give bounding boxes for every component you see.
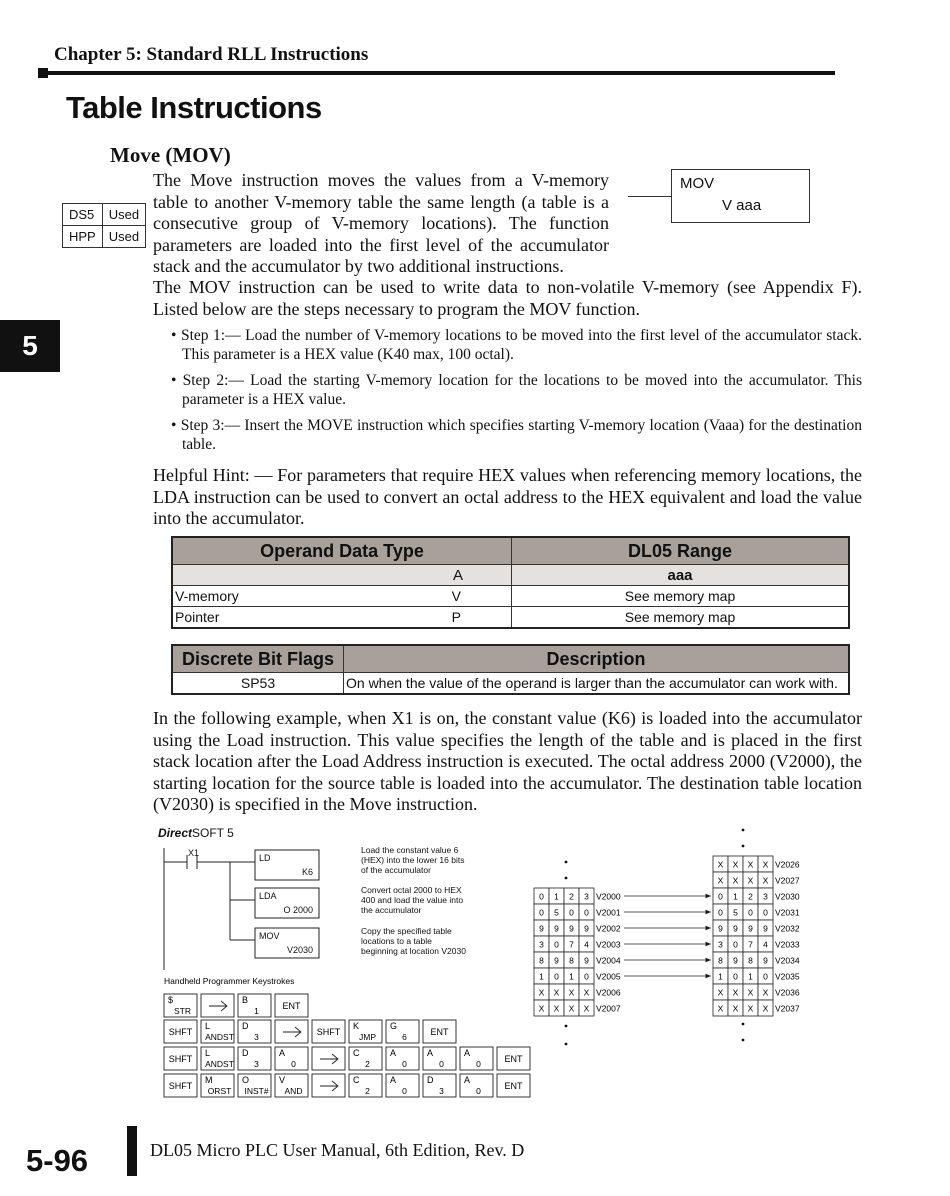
dest-table-address: V2027	[775, 875, 800, 886]
rung-comment: of the accumulator	[361, 865, 431, 875]
key-bottom-label: 0	[402, 1086, 407, 1096]
dest-table-digit: 0	[718, 891, 723, 902]
directsoft-title-italic: Direct	[158, 826, 193, 840]
ellipsis-dot	[742, 1039, 745, 1042]
dest-table-digit: X	[762, 859, 769, 870]
dest-table-digit: 7	[748, 939, 753, 950]
dest-table-digit: X	[732, 1003, 739, 1014]
source-table-digit: X	[553, 987, 560, 998]
dest-table-address: V2031	[775, 907, 800, 918]
source-table-digit: 9	[569, 923, 574, 934]
flag-description: On when the value of the operand is larger than the accumulator can work with.	[344, 673, 850, 695]
key-bottom-label: JMP	[359, 1032, 376, 1042]
operand-type: V-memory	[175, 588, 239, 604]
key-top-label: O	[242, 1075, 250, 1085]
contact-label: X1	[188, 848, 200, 858]
chapter-header: Chapter 5: Standard RLL Instructions	[54, 44, 369, 65]
operand-header-type: Operand Data Type	[172, 537, 512, 565]
dest-table-digit: 8	[718, 955, 723, 966]
source-table-digit: 9	[554, 955, 559, 966]
flag-header: Discrete Bit Flags	[172, 645, 344, 673]
key-bottom-label: STR	[174, 1006, 191, 1016]
rung-comment: Convert octal 2000 to HEX	[361, 885, 462, 895]
source-table-digit: 1	[539, 971, 544, 982]
key-top-label: A	[464, 1075, 471, 1085]
source-table-digit: X	[553, 1003, 560, 1014]
instruction-operand: O 2000	[283, 905, 313, 915]
key-top-label: A	[279, 1048, 286, 1058]
ellipsis-dot	[565, 861, 568, 864]
source-table-digit: 8	[539, 955, 544, 966]
keystroke-key	[201, 994, 234, 1017]
source-table-address: V2001	[596, 907, 621, 918]
rung-comment: Copy the specified table	[361, 926, 452, 936]
page-number: 5-96	[26, 1143, 89, 1178]
ellipsis-dot	[565, 877, 568, 880]
footer-title: DL05 Micro PLC User Manual, 6th Edition, Rev. D	[150, 1140, 525, 1160]
key-top-label: V	[279, 1075, 286, 1085]
dest-table-address: V2032	[775, 923, 800, 934]
source-table-digit: 0	[554, 971, 559, 982]
key-bottom-label: 2	[365, 1086, 370, 1096]
source-table-digit: 0	[539, 891, 544, 902]
key-bottom-label: ANDST	[205, 1059, 234, 1069]
source-table-digit: 0	[584, 907, 589, 918]
source-table-address: V2006	[596, 987, 621, 998]
dest-table-digit: 9	[733, 923, 738, 934]
operand-type: Pointer	[175, 609, 220, 625]
usage-device: DS5	[63, 204, 103, 226]
key-top-label: $	[168, 995, 174, 1005]
key-top-label: B	[242, 995, 249, 1005]
dest-table-digit: X	[747, 987, 754, 998]
rung-comment: beginning at location V2030	[361, 946, 466, 956]
flag-description-header: Description	[344, 645, 850, 673]
key-bottom-label: 3	[254, 1059, 259, 1069]
key-label: ENT	[504, 1054, 523, 1064]
dest-table-digit: 1	[748, 971, 753, 982]
key-top-label: L	[205, 1021, 211, 1031]
source-table-digit: 0	[569, 907, 574, 918]
dest-table-address: V2034	[775, 955, 800, 966]
key-bottom-label: INST#	[244, 1086, 269, 1096]
instruction-name: LDA	[259, 891, 277, 901]
dest-table-digit: 9	[733, 955, 738, 966]
source-table-digit: 8	[569, 955, 574, 966]
source-table-digit: 5	[554, 907, 559, 918]
dest-table-digit: 0	[733, 939, 738, 950]
source-table-digit: 9	[584, 955, 589, 966]
source-table-digit: X	[568, 987, 575, 998]
instruction-name: LD	[259, 853, 271, 863]
dest-table-digit: X	[732, 987, 739, 998]
dest-table-address: V2026	[775, 859, 800, 870]
key-label: ENT	[282, 1001, 301, 1011]
flag-name: SP53	[172, 673, 344, 695]
intro-paragraph: The Move instruction moves the values from a V-memory table to another V-memory table the same length (a table is a consecutive group of V-memory locations). The function parameters are loaded into the first level of the accumulator stack and the accumulator by two additional instructions.	[153, 170, 609, 276]
key-bottom-label: 0	[402, 1059, 407, 1069]
key-top-label: A	[464, 1048, 471, 1058]
source-table-digit: 9	[584, 923, 589, 934]
helpful-hint: Helpful Hint: — For parameters that require HEX values when referencing memory locations, the LDA instruction can be used to convert an octal address to the HEX equivalent and load the value into the accumulator.	[153, 465, 862, 528]
key-bottom-label: 6	[402, 1032, 407, 1042]
dest-table-digit: X	[717, 875, 724, 886]
key-top-label: C	[353, 1075, 360, 1085]
dest-table-address: V2036	[775, 987, 800, 998]
rung-comment: (HEX) into the lower 16 bits	[361, 855, 465, 865]
dest-table-digit: 9	[763, 923, 768, 934]
source-table-digit: 2	[569, 891, 574, 902]
rung-comment: 400 and load the value into	[361, 895, 464, 905]
key-bottom-label: 0	[476, 1086, 481, 1096]
key-label: SHFT	[168, 1027, 193, 1037]
source-table-address: V2004	[596, 955, 621, 966]
source-table-digit: 1	[554, 891, 559, 902]
source-table-digit: 7	[569, 939, 574, 950]
key-top-label: A	[427, 1048, 434, 1058]
source-table-digit: 9	[539, 923, 544, 934]
source-table-digit: 1	[569, 971, 574, 982]
dest-table-digit: X	[747, 859, 754, 870]
operand-sub-aaa: aaa	[512, 565, 850, 586]
source-table-digit: X	[538, 1003, 545, 1014]
ellipsis-dot	[565, 1043, 568, 1046]
source-table-address: V2007	[596, 1003, 621, 1014]
key-bottom-label: ANDST	[205, 1032, 234, 1042]
source-table-digit: 9	[554, 923, 559, 934]
key-bottom-label: 1	[254, 1006, 259, 1016]
dest-table-digit: 1	[733, 891, 738, 902]
key-top-label: L	[205, 1048, 211, 1058]
dest-table-digit: 9	[748, 923, 753, 934]
key-top-label: D	[242, 1048, 249, 1058]
step-item: • Step 3:— Insert the MOVE instruction which specifies starting V-memory location (Vaaa) for the destination table.	[171, 417, 862, 453]
key-label: SHFT	[168, 1054, 193, 1064]
source-table-digit: 0	[554, 939, 559, 950]
dest-table-digit: 8	[748, 955, 753, 966]
keystroke-key	[312, 1074, 345, 1097]
dest-table-digit: 5	[733, 907, 738, 918]
key-bottom-label: 3	[439, 1086, 444, 1096]
dest-table-digit: X	[717, 859, 724, 870]
key-bottom-label: ORST	[207, 1086, 232, 1096]
example-paragraph: In the following example, when X1 is on, the constant value (K6) is loaded into the accumulator using the Load instruction. This value specifies the length of the table and is placed in the first stack location after the Load Address instruction is executed. The octal address 2000 (V2000), the starting location for the source table is loaded into the accumulator. The destination table location (V2030) is specified in the Move instruction.	[153, 708, 862, 814]
source-table-digit: 3	[539, 939, 544, 950]
key-bottom-label: 3	[254, 1032, 259, 1042]
keystroke-key	[275, 1020, 308, 1043]
operand-code: P	[451, 609, 461, 625]
dest-table-digit: X	[762, 875, 769, 886]
operand-header-range: DL05 Range	[512, 537, 850, 565]
instruction-operand: K6	[301, 867, 313, 877]
key-top-label: D	[242, 1021, 249, 1031]
dest-table-digit: X	[762, 987, 769, 998]
rung-comment: locations to a table	[361, 936, 432, 946]
dest-table-address: V2037	[775, 1003, 800, 1014]
source-table-digit: X	[538, 987, 545, 998]
directsoft-title-rest: SOFT 5	[192, 826, 234, 840]
dest-table-digit: 0	[733, 971, 738, 982]
key-top-label: K	[353, 1021, 360, 1031]
mov-box-name: MOV	[680, 175, 715, 192]
dest-table-digit: 3	[763, 891, 768, 902]
dest-table-digit: X	[747, 875, 754, 886]
ellipsis-dot	[742, 1023, 745, 1026]
dest-table-digit: 1	[718, 971, 723, 982]
dest-table-digit: X	[732, 875, 739, 886]
usage-device: HPP	[63, 226, 103, 248]
source-table-digit: X	[583, 1003, 590, 1014]
dest-table-digit: X	[717, 987, 724, 998]
source-table-digit: 3	[584, 891, 589, 902]
key-bottom-label: 0	[476, 1059, 481, 1069]
key-bottom-label: 0	[291, 1059, 296, 1069]
instruction-operand: V2030	[286, 945, 313, 955]
dest-table-digit: 0	[718, 907, 723, 918]
keystroke-key	[312, 1047, 345, 1070]
source-table-digit: 0	[584, 971, 589, 982]
usage-status: Used	[102, 204, 145, 226]
key-top-label: A	[390, 1048, 397, 1058]
key-bottom-label: 0	[439, 1059, 444, 1069]
section-title: Table Instructions	[66, 90, 322, 125]
rung-comment: Load the constant value 6	[361, 845, 459, 855]
chapter-tab: 5	[0, 320, 60, 372]
key-label: SHFT	[168, 1081, 193, 1091]
dest-table-digit: 3	[718, 939, 723, 950]
key-top-label: G	[390, 1021, 398, 1031]
dest-table-digit: X	[762, 1003, 769, 1014]
key-top-label: C	[353, 1048, 360, 1058]
source-table-digit: X	[568, 1003, 575, 1014]
source-table-address: V2000	[596, 891, 621, 902]
source-table-address: V2005	[596, 971, 621, 982]
ellipsis-dot	[565, 1025, 568, 1028]
sub-title: Move (MOV)	[110, 143, 231, 167]
dest-table-digit: X	[717, 1003, 724, 1014]
key-top-label: A	[390, 1075, 397, 1085]
source-table-digit: 0	[539, 907, 544, 918]
usage-status: Used	[102, 226, 145, 248]
ellipsis-dot	[742, 829, 745, 832]
step-item: • Step 2:— Load the starting V-memory location for the locations to be moved into the accumulator. This parameter is a HEX value.	[171, 372, 862, 408]
dest-table-digit: 4	[763, 939, 768, 950]
source-table-digit: X	[583, 987, 590, 998]
ellipsis-dot	[742, 845, 745, 848]
key-bottom-label: 2	[365, 1059, 370, 1069]
dest-table-digit: 0	[763, 907, 768, 918]
mov-box-operand: V aaa	[722, 197, 762, 214]
dest-table-digit: 0	[763, 971, 768, 982]
source-table-digit: 4	[584, 939, 589, 950]
footer-bar	[127, 1126, 137, 1176]
operand-range: See memory map	[512, 586, 850, 607]
dest-table-digit: 2	[748, 891, 753, 902]
dest-table-address: V2030	[775, 891, 800, 902]
dest-table-address: V2033	[775, 939, 800, 950]
keystrokes-title: Handheld Programmer Keystrokes	[164, 976, 295, 986]
key-bottom-label: AND	[284, 1086, 303, 1096]
intro-paragraph-2: The MOV instruction can be used to write data to non-volatile V-memory (see Appendix F). Listed below are the steps necessary to program the MOV function.	[153, 277, 862, 319]
dest-table-digit: 9	[763, 955, 768, 966]
dest-table-address: V2035	[775, 971, 800, 982]
dest-table-digit: X	[732, 859, 739, 870]
key-top-label: D	[427, 1075, 434, 1085]
operand-code: V	[451, 588, 461, 604]
rung-comment: the accumulator	[361, 905, 422, 915]
dest-table-digit: 0	[748, 907, 753, 918]
source-table-address: V2002	[596, 923, 621, 934]
source-table-address: V2003	[596, 939, 621, 950]
key-label: SHFT	[316, 1027, 341, 1037]
key-label: ENT	[504, 1081, 523, 1091]
operand-range: See memory map	[512, 607, 850, 629]
dest-table-digit: 9	[718, 923, 723, 934]
dest-table-digit: X	[747, 1003, 754, 1014]
step-item: • Step 1:— Load the number of V-memory locations to be moved into the first level of the accumulator stack. This parameter is a HEX value (K40 max, 100 octal).	[171, 327, 862, 363]
operand-sub-a: A	[172, 565, 512, 586]
key-label: ENT	[430, 1027, 449, 1037]
key-top-label: M	[205, 1075, 213, 1085]
instruction-name: MOV	[259, 931, 280, 941]
